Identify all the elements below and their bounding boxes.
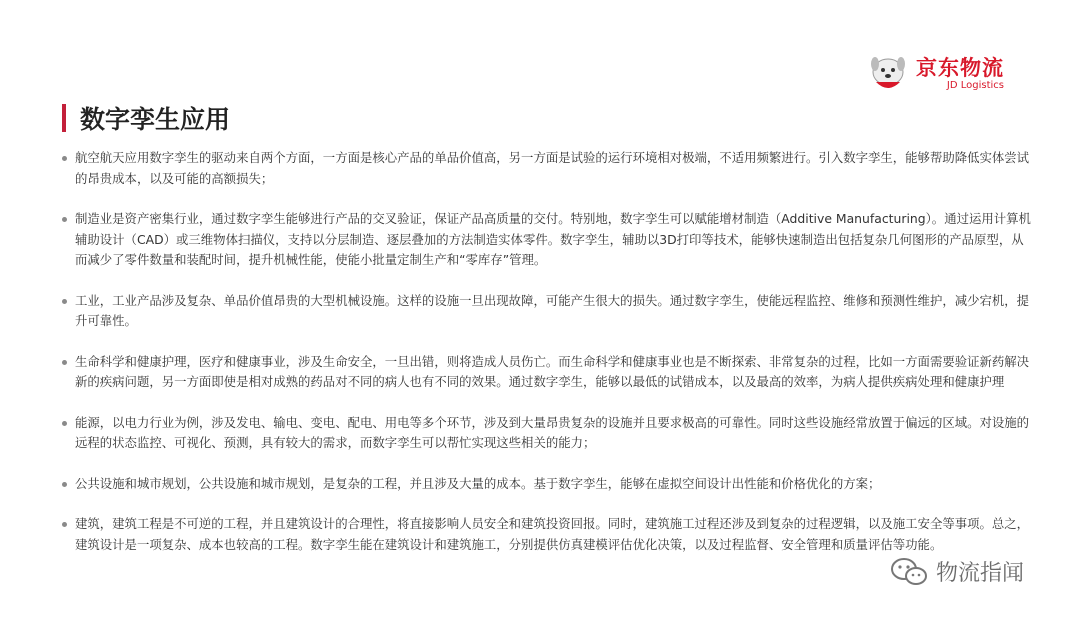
- jd-logistics-logo: [866, 50, 1026, 98]
- list-item-text: 生命科学和健康护理，医疗和健康事业，涉及生命安全，一旦出错，则将造成人员伤亡。而生命科学和健康事业也是不断探索、非常复杂的过程，比如一方面需要验证新药解决新的疾病问题，另一方面即使是相对成熟的药品对不同的病人也有不同的效果。通过数字孪生，能够以最低的试错成本，以及最高的效率，为病人提供疾病处理和健康护理: [75, 353, 1030, 389]
- bullet-icon: [62, 156, 67, 161]
- list-item-text: 航空航天应用数字孪生的驱动来自两个方面，一方面是核心产品的单品价值高，另一方面是试验的运行环境相对极端，不适用频繁进行。引入数字孪生，能够帮助降低实体尝试的昂贵成本，以及可能的高额损失；: [75, 150, 1030, 186]
- list-item-text: 工业，工业产品涉及复杂、单品价值昂贵的大型机械设施。这样的设施一旦出现故障，可能产生很大的损失。通过数字孪生，使能远程监控、维修和预测性维护，减少宕机，提升可靠性。: [75, 292, 1030, 328]
- list-item: [62, 352, 1032, 393]
- bullet-icon: [62, 522, 67, 527]
- watermark-text: 物流指闻: [936, 561, 1025, 586]
- list-item: [62, 514, 1032, 555]
- jd-dog-mascot-icon: [866, 52, 910, 96]
- title-accent-bar: [62, 104, 66, 132]
- list-item: [62, 413, 1032, 454]
- bullet-icon: [62, 299, 67, 304]
- wechat-icon: [890, 557, 928, 587]
- logo-chinese-text: 京东物流: [916, 56, 1004, 80]
- bullet-list: [62, 148, 1032, 555]
- bullet-icon: [62, 360, 67, 365]
- bullet-icon: [62, 421, 67, 426]
- slide-title: 数字孪生应用: [80, 105, 231, 134]
- list-item: [62, 474, 1032, 495]
- list-item-text: 公共设施和城市规划，公共设施和城市规划，是复杂的工程，并且涉及大量的成本。基于数字孪生，能够在虚拟空间设计出性能和价格优化的方案；: [75, 475, 881, 491]
- list-item-text: 能源，以电力行业为例，涉及发电、输电、变电、配电、用电等多个环节，涉及到大量昂贵复杂的设施并且要求极高的可靠性。同时这些设施经常放置于偏远的区域。对设施的远程的状态监控、可视化、预测，具有较大的需求，而数字孪生可以帮忙实现这些相关的能力；: [75, 414, 1030, 450]
- logo-english-text: JD Logistics: [946, 80, 1004, 91]
- list-item-text: 制造业是资产密集行业，通过数字孪生能够进行产品的交叉验证，保证产品高质量的交付。特别地，数字孪生可以赋能增材制造（Additive Manufacturing）。通过运用计算机辅助设计（CAD）或三维物体扫描仪，支持以分层制造、逐层叠加的方法制造实体零件。数字孪生，辅助以3D打印等技术，能够快速制造出包括复杂几何图形的产品原型，从而减少了零件数量和装配时间，提升机械性能，使能小批量定制生产和“零库存”管理。: [75, 211, 1031, 267]
- bullet-icon: [62, 482, 67, 487]
- slide-title-block: [62, 100, 230, 136]
- wechat-watermark: [890, 556, 1024, 587]
- list-item: [62, 209, 1032, 271]
- list-item: [62, 148, 1032, 189]
- list-item: [62, 291, 1032, 332]
- list-item-text: 建筑，建筑工程是不可逆的工程，并且建筑设计的合理性，将直接影响人员安全和建筑投资回报。同时，建筑施工过程还涉及到复杂的过程逻辑，以及施工安全等事项。总之，建筑设计是一项复杂、成本也较高的工程。数字孪生能在建筑设计和建筑施工，分别提供仿真建模评估优化决策，以及过程监督、安全管理和质量评估等功能。: [75, 516, 1030, 552]
- bullet-icon: [62, 217, 67, 222]
